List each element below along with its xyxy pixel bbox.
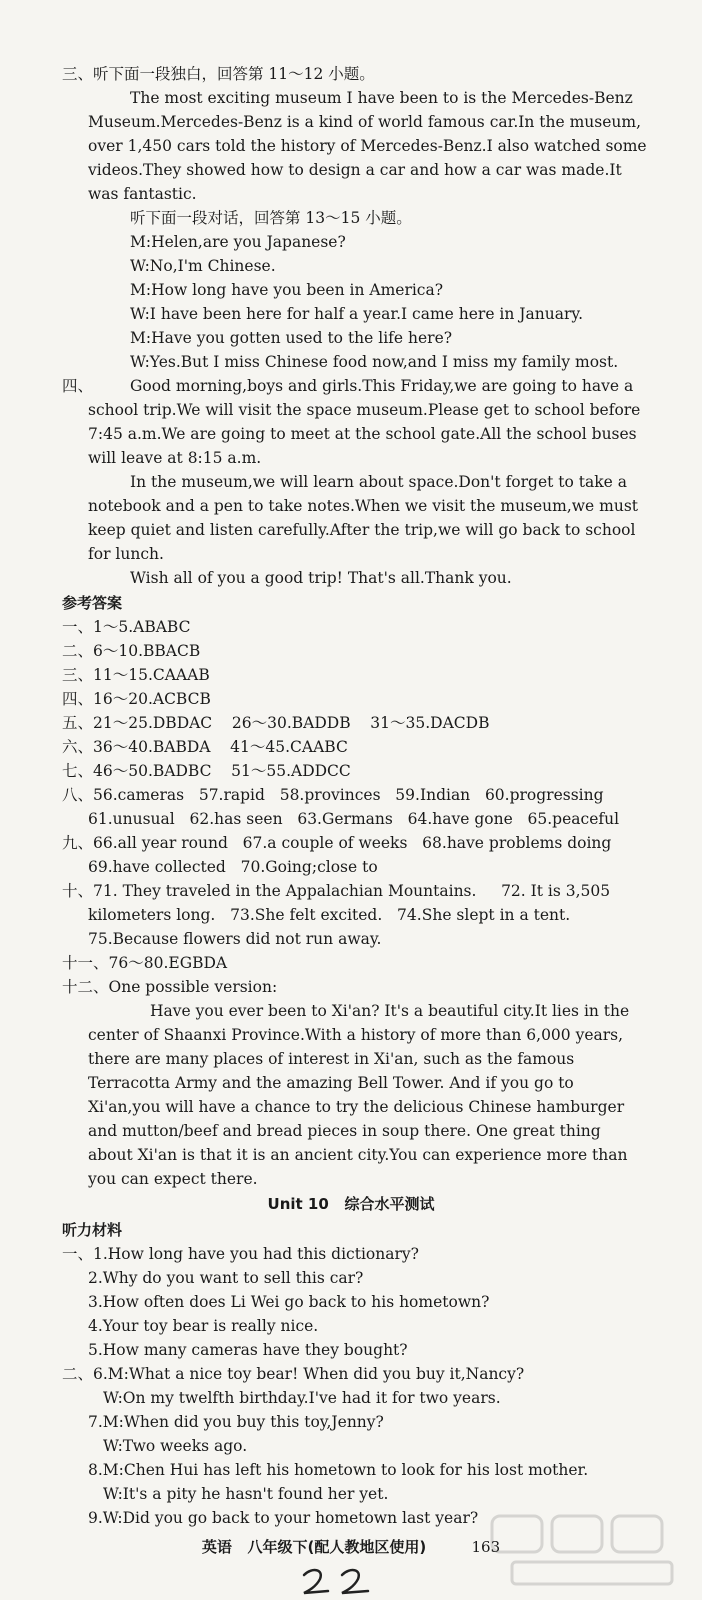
monologue-line: videos.They showed how to design a car and how a car was made.It <box>88 161 622 179</box>
answer-row: 十、71. They traveled in the Appalachian Mountains. 72. It is 3,505 <box>62 882 611 900</box>
answer-row: 四、16～20.ACBCB <box>62 690 211 708</box>
speech-line: 7:45 a.m.We are going to meet at the school gate.All the school buses <box>88 425 637 443</box>
listening-item: W:Two weeks ago. <box>103 1437 248 1455</box>
listening-item: 4.Your toy bear is really nice. <box>88 1317 319 1335</box>
monologue-line: was fantastic. <box>88 185 197 203</box>
speech-line: notebook and a pen to take notes.When we visit the museum,we must <box>88 497 639 515</box>
answer-row: 七、46～50.BADBC 51～55.ADDCC <box>62 762 351 780</box>
listening-title: 听力材料 <box>62 1221 123 1239</box>
dialog-instruction: 听下面一段对话，回答第 13～15 小题。 <box>130 209 412 227</box>
dialog-line: W:Yes.But I miss Chinese food now,and I miss my family most. <box>130 353 619 371</box>
speech-line: for lunch. <box>88 545 164 563</box>
answer-row: 75.Because flowers did not run away. <box>88 930 382 948</box>
dialog-line: W:No,I'm Chinese. <box>130 257 276 275</box>
answer-row: 五、21～25.DBDAC 26～30.BADDB 31～35.DACDB <box>62 714 490 732</box>
speech-line: keep quiet and listen carefully.After the trip,we will go back to school <box>88 521 636 539</box>
speech-line: Wish all of you a good trip! That's all.Thank you. <box>130 569 512 587</box>
watermark-logo <box>472 1510 692 1590</box>
answer-row: kilometers long. 73.She felt excited. 74.She slept in a tent. <box>88 906 571 924</box>
listening-item: 2.Why do you want to sell this car? <box>88 1269 364 1287</box>
listening-item: W:It's a pity he hasn't found her yet. <box>103 1485 389 1503</box>
speech-line: In the museum,we will learn about space.Don't forget to take a <box>130 473 627 491</box>
answer-row: 二、6～10.BBACB <box>62 642 201 660</box>
answer-row: 八、56.cameras 57.rapid 58.provinces 59.Indian 60.progressing <box>62 786 604 804</box>
essay-line: Have you ever been to Xi'an? It's a beautiful city.It lies in the <box>150 1002 630 1020</box>
footer-subject: 英语 八年级下(配人教地区使用) <box>201 1538 427 1556</box>
dialog-line: M:Have you gotten used to the life here? <box>130 329 453 347</box>
dialog-line: W:I have been here for half a year.I came here in January. <box>130 305 583 323</box>
essay-line: you can expect there. <box>88 1170 258 1188</box>
answer-row: 九、66.all year round 67.a couple of weeks 68.have problems doing <box>62 834 612 852</box>
answer-row: 十二、One possible version: <box>62 978 278 996</box>
listening-item: 一、1.How long have you had this dictionary? <box>62 1245 419 1263</box>
listening-item: 5.How many cameras have they bought? <box>88 1341 408 1359</box>
answer-row: 六、36～40.BABDA 41～45.CAABC <box>62 738 348 756</box>
page-number: 163 <box>471 1538 501 1556</box>
speech-line: will leave at 8:15 a.m. <box>88 449 262 467</box>
section-4-label: 四、 <box>62 377 94 395</box>
unit-title: Unit 10 综合水平测试 <box>267 1195 435 1213</box>
essay-line: Terracotta Army and the amazing Bell Tower. And if you go to <box>88 1074 574 1092</box>
section-3-instruction: 三、听下面一段独白，回答第 11～12 小题。 <box>62 65 375 83</box>
monologue-line: Museum.Mercedes-Benz is a kind of world famous car.In the museum, <box>88 113 642 131</box>
essay-line: about Xi'an is that it is an ancient city.You can experience more than <box>88 1146 628 1164</box>
handwritten-mark <box>298 1565 388 1595</box>
monologue-line: over 1,450 cars told the history of Mercedes-Benz.I also watched some <box>88 137 647 155</box>
listening-item: 7.M:When did you buy this toy,Jenny? <box>88 1413 384 1431</box>
answer-row: 69.have collected 70.Going;close to <box>88 858 378 876</box>
listening-item: 二、6.M:What a nice toy bear! When did you buy it,Nancy? <box>62 1365 525 1383</box>
answers-title: 参考答案 <box>62 594 123 612</box>
essay-line: Xi'an,you will have a chance to try the delicious Chinese hamburger <box>88 1098 625 1116</box>
answer-row: 一、1～5.ABABC <box>62 618 191 636</box>
answer-row: 三、11～15.CAAAB <box>62 666 210 684</box>
monologue-line: The most exciting museum I have been to is the Mercedes-Benz <box>130 89 633 107</box>
dialog-line: M:How long have you been in America? <box>130 281 444 299</box>
listening-item: 8.M:Chen Hui has left his hometown to look for his lost mother. <box>88 1461 589 1479</box>
speech-line: school trip.We will visit the space museum.Please get to school before <box>88 401 641 419</box>
listening-item: 3.How often does Li Wei go back to his hometown? <box>88 1293 490 1311</box>
dialog-line: M:Helen,are you Japanese? <box>130 233 346 251</box>
essay-line: and mutton/beef and bread pieces in soup there. One great thing <box>88 1122 601 1140</box>
answer-row: 61.unusual 62.has seen 63.Germans 64.have gone 65.peaceful <box>88 810 620 828</box>
essay-line: center of Shaanxi Province.With a history of more than 6,000 years, <box>88 1026 624 1044</box>
listening-item: W:On my twelfth birthday.I've had it for two years. <box>103 1389 501 1407</box>
speech-line: Good morning,boys and girls.This Friday,we are going to have a <box>130 377 634 395</box>
essay-line: there are many places of interest in Xi'an, such as the famous <box>88 1050 575 1068</box>
listening-item: 9.W:Did you go back to your hometown last year? <box>88 1509 479 1527</box>
answer-row: 十一、76～80.EGBDA <box>62 954 228 972</box>
